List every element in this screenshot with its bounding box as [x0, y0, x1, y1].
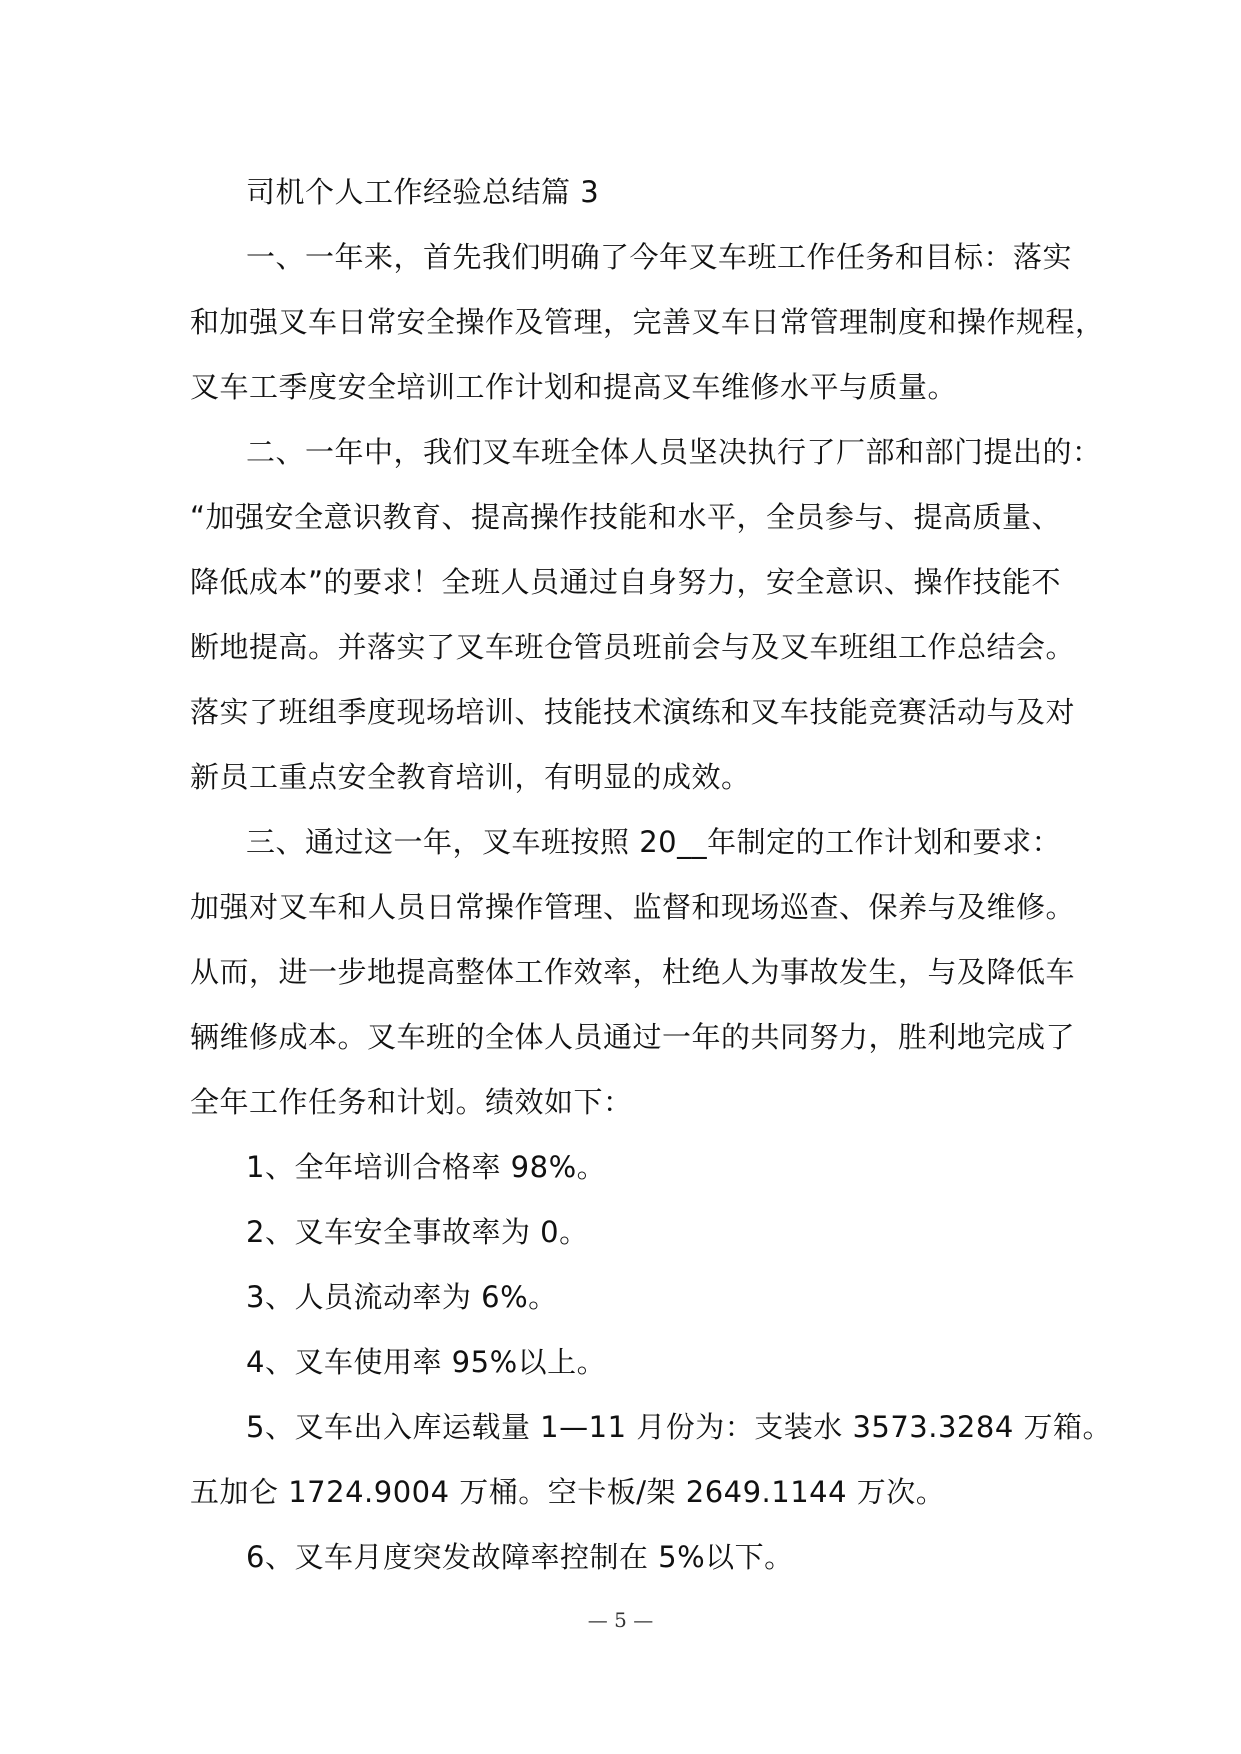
list-item-2: 2、叉车安全事故率为 0。 [246, 1215, 589, 1249]
list-item-1: 1、全年培训合格率 98%。 [246, 1150, 607, 1184]
performance-list [190, 1135, 1113, 1590]
paragraph-line: 辆维修成本。叉车班的全体人员通过一年的共同努力，胜利地完成了 [190, 1020, 1076, 1054]
paragraph-line: 落实了班组季度现场培训、技能技术演练和叉车技能竞赛活动与及对 [190, 695, 1076, 729]
document-title: 司机个人工作经验总结篇 3 [246, 175, 600, 209]
list-item-5: 5、叉车出入库运载量 1—11 月份为：支装水 3573.3284 万箱。 [246, 1410, 1113, 1444]
paragraph-line: 和加强叉车日常安全操作及管理，完善叉车日常管理制度和操作规程， [190, 305, 1105, 339]
paragraph-1 [190, 225, 1105, 420]
list-item-5-continued: 五加仑 1724.9004 万桶。空卡板/架 2649.1144 万次。 [190, 1475, 946, 1509]
paragraph-line: 从而，进一步地提高整体工作效率，杜绝人为事故发生，与及降低车 [190, 955, 1076, 989]
paragraph-2 [190, 420, 1102, 810]
list-item-4: 4、叉车使用率 95%以上。 [246, 1345, 607, 1379]
paragraph-3 [190, 810, 1076, 1135]
paragraph-line: 降低成本”的要求！全班人员通过自身努力，安全意识、操作技能不 [190, 565, 1062, 599]
paragraph-line: 二、一年中，我们叉车班全体人员坚决执行了厂部和部门提出的： [246, 435, 1102, 469]
paragraph-line: 叉车工季度安全培训工作计划和提高叉车维修水平与质量。 [190, 370, 958, 404]
paragraph-line: 新员工重点安全教育培训，有明显的成效。 [190, 760, 751, 794]
paragraph-line: 全年工作任务和计划。绩效如下： [190, 1085, 633, 1119]
paragraph-line: 一、一年来，首先我们明确了今年叉车班工作任务和目标：落实 [246, 240, 1073, 274]
paragraph-line: 加强对叉车和人员日常操作管理、监督和现场巡查、保养与及维修。 [190, 890, 1076, 924]
page-number: — 5 — [587, 1608, 654, 1632]
paragraph-line: 断地提高。并落实了叉车班仓管员班前会与及叉车班组工作总结会。 [190, 630, 1076, 664]
document-body [190, 160, 1113, 1590]
paragraph-line: “加强安全意识教育、提高操作技能和水平，全员参与、提高质量、 [190, 500, 1062, 534]
paragraph-line: 三、通过这一年，叉车班按照 20__年制定的工作计划和要求： [246, 825, 1062, 859]
list-item-3: 3、人员流动率为 6%。 [246, 1280, 558, 1314]
list-item-6: 6、叉车月度突发故障率控制在 5%以下。 [246, 1540, 794, 1574]
